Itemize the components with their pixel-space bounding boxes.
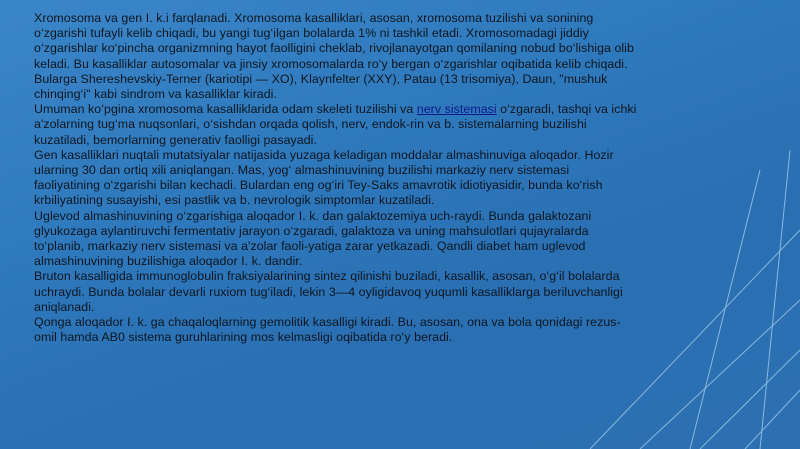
text-line: Umuman ko‘pgina xromosoma kasalliklarida odam skeleti tuzilishi va xyxy=(34,102,417,117)
text-line: Gen kasalliklari nuqtali mutatsiyalar natijasida yuzaga keladigan moddalar almashinuviga aloqador. Hozir xyxy=(34,147,614,162)
text-line: kuzatiladi, bemorlarning generativ faolligi pasayadi. xyxy=(34,132,317,147)
text-line: Xromosoma va gen I. k.i farqlanadi. Xromosoma kasalliklari, asosan, xromosoma tuzilishi va sonining xyxy=(34,11,594,25)
paragraph-blood xyxy=(34,315,754,345)
text-line: faoliyatining o‘zgarishi bilan kechadi. Bulardan eng og‘iri Tey-Saks amavrotik idiotiyasidir, bunda ko‘rish xyxy=(34,178,603,193)
text-line: keladi. Bu kasalliklar autosomalar va jinsiy xromosomalarda ro‘y bergan o‘zgarishlar oqibatida kelib chiqadi. xyxy=(34,56,628,71)
text-line: to‘planib, markaziy nerv sistemasi va a'zolar faoli-yatiga zarar yetkazadi. Qandli diabet ham uglevod xyxy=(34,239,586,254)
paragraph-gene-diseases xyxy=(34,148,754,209)
text-line: Bruton kasalligida immunoglobulin fraksiyalarining sintez qilinishi buziladi, kasallik, asosan, o‘g‘il bolalarda xyxy=(34,269,620,284)
paragraph-carbohydrate xyxy=(34,209,754,270)
text-line: Qonga aloqador I. k. ga chaqaloqlarning gemolitik kasalligi kiradi. Bu, asosan, ona va bola qonidagi rezus- xyxy=(34,315,621,330)
text-line: Bularga Shereshevskiy-Terner (kariotipi — XO), Klaynfelter (XXY), Patau (13 trisomiya), Daun, "mushuk xyxy=(34,71,608,86)
paragraph-nervous-system xyxy=(34,102,754,148)
text-line: a'zolarning tug‘ma nuqsonlari, o‘sishdan orqada qolish, nerv, endok-rin va b. sistemalarning buzilishi xyxy=(34,117,587,132)
text-line: glyukozaga aylantiruvchi fermentativ jarayon o‘zgaradi, galaktoza va uning mahsulotlari qujayralarda xyxy=(34,223,589,238)
paragraph-chromosome-diseases xyxy=(34,11,754,102)
text-line: chinqing‘i" kabi sindrom va kasalliklar kiradi. xyxy=(34,87,277,102)
paragraph-bruton xyxy=(34,269,754,315)
text-line: uchraydi. Bunda bolalar devarli ruxiom tug‘iladi, lekin 3—4 oyligidavoq yuqumli kasalliklarga beriluvchanligi xyxy=(34,284,623,299)
text-line: o‘zgaradi, tashqi va ichki xyxy=(496,102,637,117)
nerv-sistemasi-link[interactable]: nerv sistemasi xyxy=(416,102,497,117)
text-line: omil hamda AB0 sistema guruhlarining mos kelmasligi oqibatida ro‘y beradi. xyxy=(34,330,453,345)
text-line: aniqlanadi. xyxy=(34,299,95,314)
text-line: almashinuvining buzilishiga aloqador I. k. dandir. xyxy=(34,254,303,269)
text-line: o‘zgarishi tufayli kelib chiqadi, bu yangi tug‘ilgan bolalarda 1% ni tashkil etadi. Xromosomadagi jiddiy xyxy=(34,26,589,41)
text-line: Uglevod almashinuvining o‘zgarishiga aloqador I. k. dan galaktozemiya uch-raydi. Bunda galaktozani xyxy=(34,208,592,223)
deco-line xyxy=(745,390,800,449)
text-line: krbiliyatining susayishi, esi pastlik va b. nevrologik simptomlar kuzatiladi. xyxy=(34,193,435,208)
deco-line xyxy=(760,150,790,449)
body-text xyxy=(34,11,754,345)
text-line: ularning 30 dan ortiq xili aniqlangan. Mas, yog‘ almashinuvining buzilishi markaziy nerv sistemasi xyxy=(34,163,570,178)
deco-line xyxy=(700,350,800,449)
text-line: o‘zgarishlar ko‘pincha organizmning hayot faolligini cheklab, rivojlanayotgan qomilaning nobud bo‘lishiga olib xyxy=(34,41,634,56)
